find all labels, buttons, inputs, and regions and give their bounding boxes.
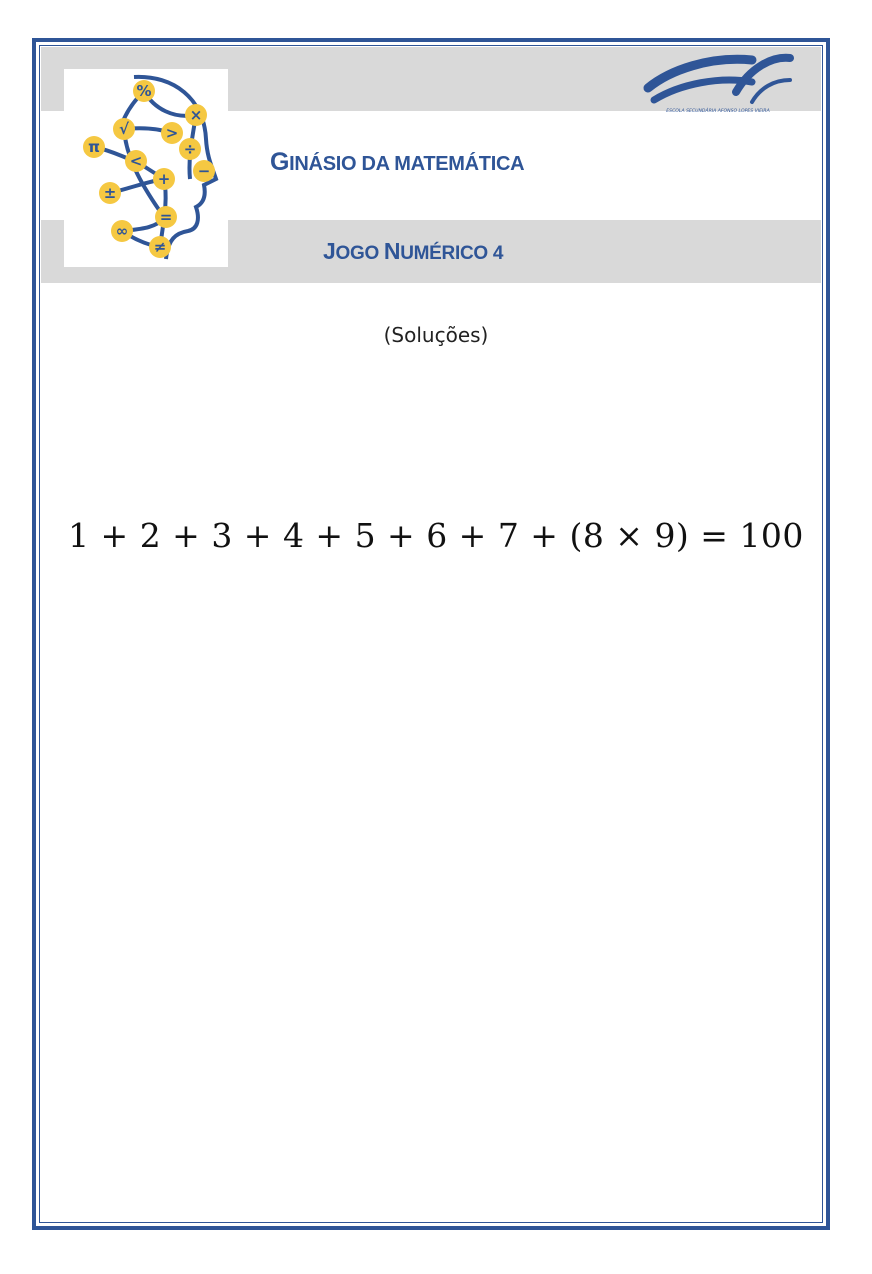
logo-symbol: ≠ — [153, 238, 167, 256]
logo-symbol: < — [129, 152, 143, 170]
subtitle-rest-1: OGO — [335, 243, 384, 264]
subtitle-initial-2: N — [383, 238, 401, 264]
logo-symbol: √ — [118, 120, 130, 138]
logo-symbol: % — [136, 82, 152, 100]
solution-equation: 1 + 2 + 3 + 4 + 5 + 6 + 7 + (8 × 9) = 100 — [68, 516, 804, 555]
logo-symbol: − — [197, 162, 211, 180]
subtitle-rest-2: UMÉRICO 4 — [400, 243, 504, 264]
math-gym-logo — [64, 69, 228, 267]
school-logo-text: ESCOLA SECUNDÁRIA AFONSO LOPES VIEIRA — [666, 109, 770, 114]
logo-symbol: ∞ — [115, 222, 129, 240]
logo-symbol: ± — [103, 184, 117, 202]
solutions-label: (Soluções) — [383, 323, 489, 347]
page-subtitle — [323, 238, 503, 265]
subtitle-initial-1: J — [323, 238, 336, 264]
school-logo — [640, 48, 796, 114]
logo-symbol: = — [159, 208, 173, 226]
logo-symbol: > — [165, 124, 179, 142]
title-rest: INÁSIO DA MATEMÁTICA — [289, 153, 525, 175]
title-initial: G — [270, 148, 290, 176]
page-title — [270, 148, 524, 177]
logo-symbol: ÷ — [183, 140, 197, 158]
logo-symbol: × — [189, 106, 203, 124]
math-head-icon — [64, 69, 228, 267]
logo-symbol: + — [157, 170, 171, 188]
logo-symbol: π — [88, 138, 100, 156]
